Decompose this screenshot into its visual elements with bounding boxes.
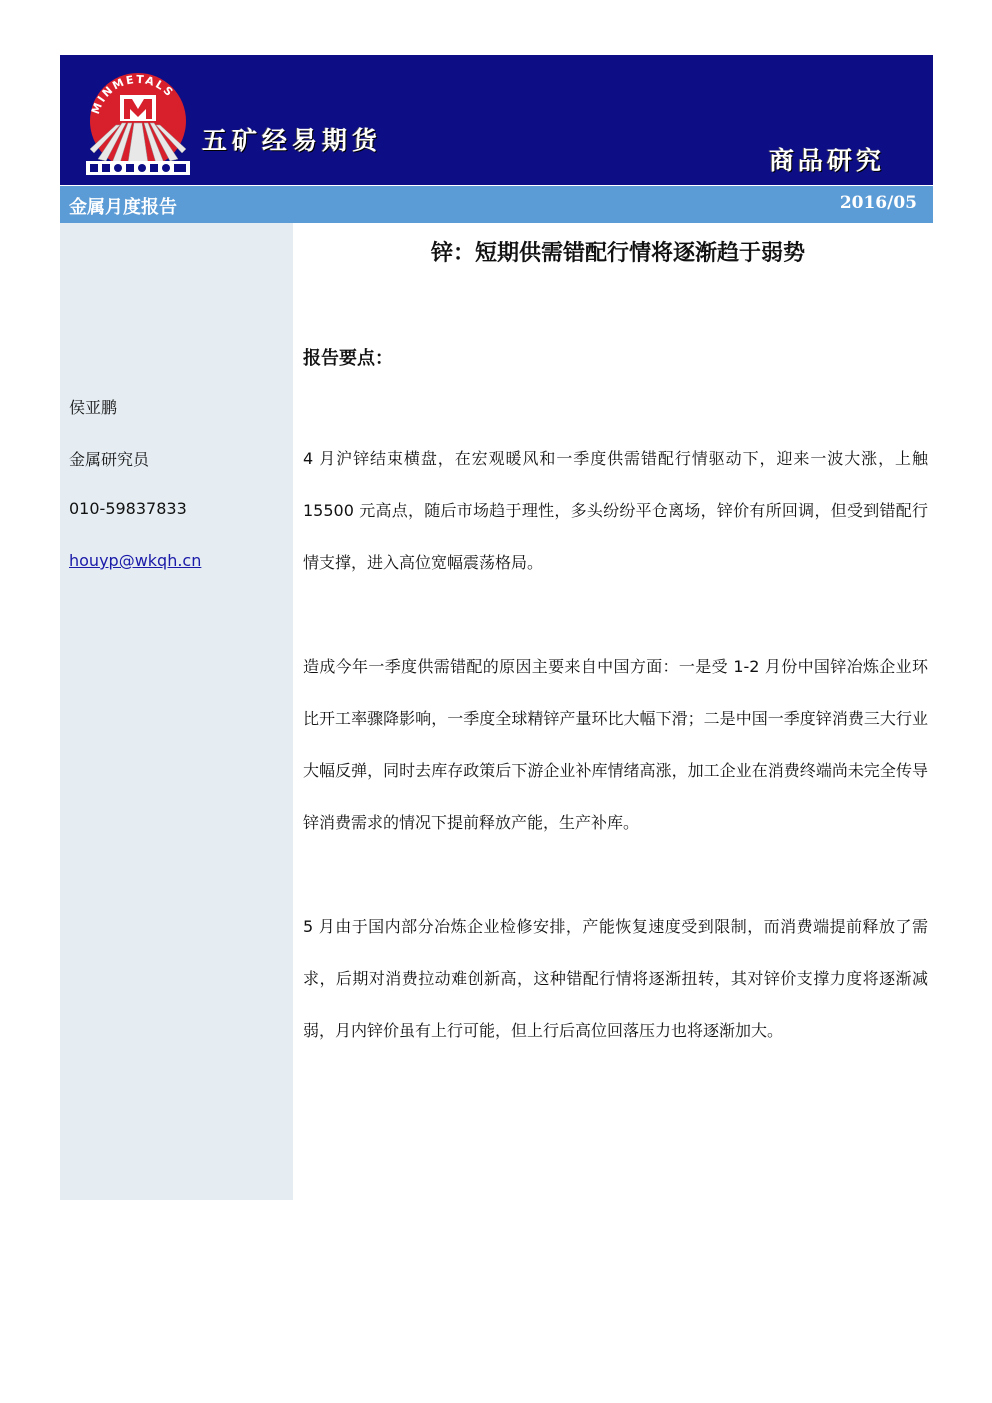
author-sidebar [60,223,293,1200]
author-email-link[interactable]: houyp@wkqh.cn [69,551,202,570]
report-title: 锌：短期供需错配行情将逐渐趋于弱势 [430,241,805,266]
author-title: 金属研究员 [69,450,150,469]
paragraph-1: 4 月沪锌结束横盘，在宏观暖风和一季度供需错配行情驱动下，迎来一波大涨，上触 15500 元高点，随后市场趋于理性，多头纷纷平仓离场，锌价有所回调，但受到错配行情支撑，进入高位宽幅震荡格局。 [303,449,928,572]
paragraph-3: 5 月由于国内部分冶炼企业检修安排，产能恢复速度受到限制，而消费端提前释放了需求，后期对消费拉动难创新高，这种错配行情将逐渐扭转，其对锌价支撑力度将逐渐减弱，月内锌价虽有上行可能，但上行后高位回落压力也将逐渐加大。 [303,917,928,1040]
keypoints-heading: 报告要点： [303,348,393,369]
report-date: 2016/05 [839,193,917,213]
minmetals-logo-icon [84,67,192,175]
author-name: 侯亚鹏 [69,398,118,417]
report-type: 金属月度报告 [69,197,177,218]
section-name: 商品研究 [768,146,885,175]
header-banner [60,55,933,185]
author-email-line [69,551,201,570]
company-name: 五矿经易期货 [202,126,383,155]
logo-letters: MINMETALS [88,72,177,116]
author-phone: 010-59837833 [69,499,187,518]
paragraph-2: 造成今年一季度供需错配的原因主要来自中国方面：一是受 1-2 月份中国锌冶炼企业环比开工率骤降影响，一季度全球精锌产量环比大幅下滑；二是中国一季度锌消费三大行业大幅反弹，同时去库存政策后下游企业补库情绪高涨，加工企业在消费终端尚未完全传导锌消费需求的情况下提前释放产能，生产补库。 [303,657,928,832]
report-subbar [60,186,933,223]
